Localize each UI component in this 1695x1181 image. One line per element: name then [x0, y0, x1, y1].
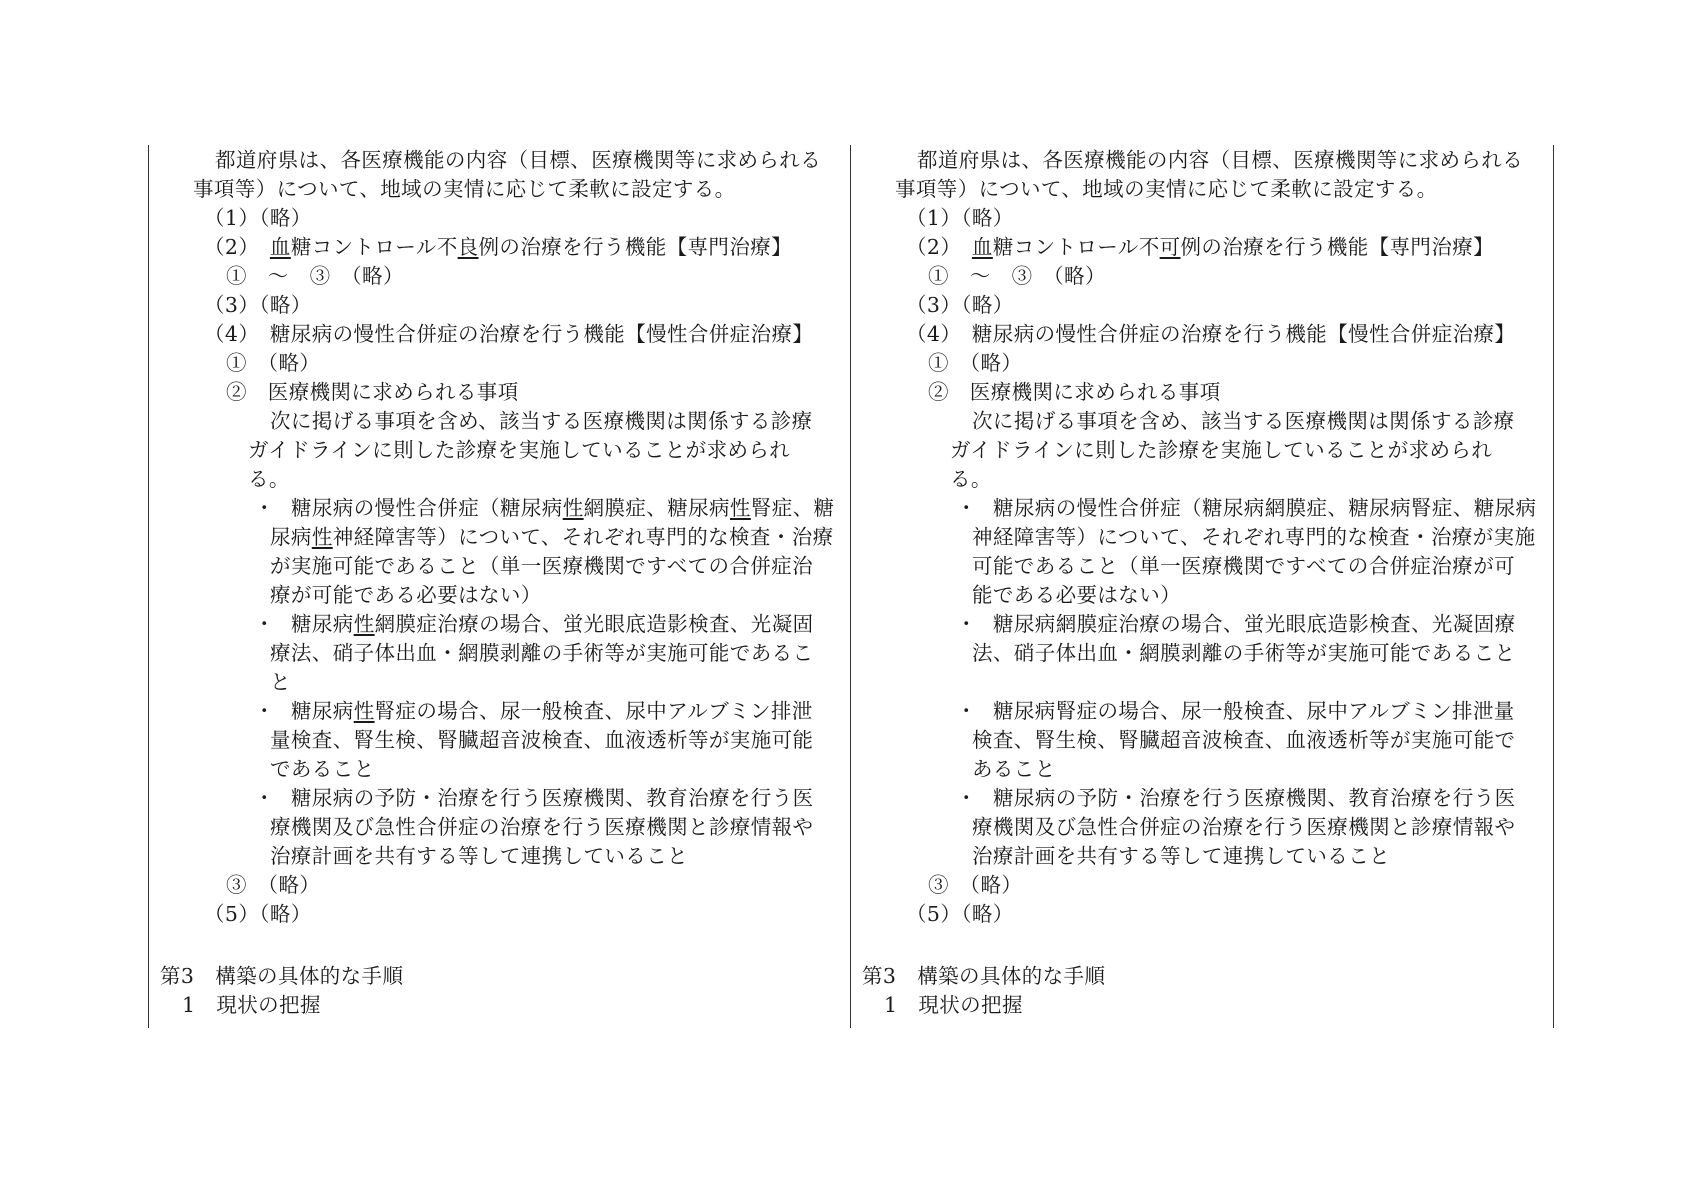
- bullet-4-line-2: 療機関及び急性合併症の治療を行う医療機関と診療情報や: [270, 815, 814, 839]
- bullet-4-line-2: 療機関及び急性合併症の治療を行う医療機関と診療情報や: [972, 815, 1516, 839]
- item-4-1: ① （略）: [928, 351, 1023, 375]
- bullet-4-line-3: 治療計画を共有する等して連携していること: [270, 844, 688, 868]
- item-3: （3）（略）: [906, 293, 1014, 317]
- bullet-1-line-2: 神経障害等）について、それぞれ専門的な検査・治療が実施: [972, 525, 1536, 549]
- bullet-4-marker: ・: [956, 786, 977, 810]
- para2-line-1: 次に掲げる事項を含め、該当する医療機関は関係する診療: [972, 409, 1515, 433]
- section-3-heading: 第3 構築の具体的な手順: [160, 964, 404, 988]
- bullet-3-line-2: 検査、腎生検、腎臓超音波検査、血液透析等が実施可能で: [972, 728, 1516, 752]
- para2-line-2: ガイドラインに則した診療を実施していることが求められ: [950, 438, 1493, 462]
- para2-line-1: 次に掲げる事項を含め、該当する医療機関は関係する診療: [270, 409, 813, 433]
- item-2-sub: ① ～ ③ （略）: [928, 264, 1106, 288]
- bullet-4-marker: ・: [254, 786, 275, 810]
- bullet-4-line-1: 糖尿病の予防・治療を行う医療機関、教育治療を行う医: [291, 786, 814, 810]
- item-1: （1）（略）: [906, 206, 1014, 230]
- item-4-1: ① （略）: [226, 351, 321, 375]
- intro-line-1: 都道府県は、各医療機能の内容（目標、医療機関等に求められる: [215, 148, 822, 172]
- intro-line-1: 都道府県は、各医療機能の内容（目標、医療機関等に求められる: [917, 148, 1524, 172]
- bullet-1-marker: ・: [956, 496, 977, 520]
- bullet-2-line-3: と: [270, 670, 291, 694]
- bullet-2-marker: ・: [956, 612, 977, 636]
- bullet-3-line-3: あること: [972, 757, 1056, 781]
- item-2-heading: （2） 血糖コントロール不可例の治療を行う機能【専門治療】: [906, 235, 1495, 259]
- item-4-heading: （4） 糖尿病の慢性合併症の治療を行う機能【慢性合併症治療】: [204, 322, 814, 346]
- bullet-2-line-1: 糖尿病性網膜症治療の場合、蛍光眼底造影検査、光凝固: [291, 612, 814, 636]
- section-3-heading: 第3 構築の具体的な手順: [862, 964, 1106, 988]
- center-divider-line: [850, 145, 851, 1028]
- item-4-3: ③ （略）: [226, 873, 321, 897]
- item-2-sub: ① ～ ③ （略）: [226, 264, 404, 288]
- bullet-3-marker: ・: [956, 699, 977, 723]
- para2-line-3: る。: [248, 467, 290, 491]
- item-5: （5）（略）: [906, 902, 1014, 926]
- bullet-1-marker: ・: [254, 496, 275, 520]
- bullet-2-marker: ・: [254, 612, 275, 636]
- bullet-2-line-2: 法、硝子体出血・網膜剥離の手術等が実施可能であること: [972, 641, 1516, 665]
- right-border-line: [1553, 145, 1554, 1028]
- bullet-2-line-2: 療法、硝子体出血・網膜剥離の手術等が実施可能であるこ: [270, 641, 814, 665]
- item-5: （5）（略）: [204, 902, 312, 926]
- bullet-1-line-4: 療が可能である必要はない）: [270, 583, 542, 607]
- bullet-3-line-2: 量検査、腎生検、腎臓超音波検査、血液透析等が実施可能: [270, 728, 814, 752]
- item-4-2: ② 医療機関に求められる事項: [928, 380, 1221, 404]
- intro-line-2: 事項等）について、地域の実情に応じて柔軟に設定する。: [895, 177, 1438, 201]
- item-2-heading: （2） 血糖コントロール不良例の治療を行う機能【専門治療】: [204, 235, 793, 259]
- bullet-3-line-1: 糖尿病性腎症の場合、尿一般検査、尿中アルブミン排泄: [291, 699, 813, 723]
- bullet-1-line-2: 尿病性神経障害等）について、それぞれ専門的な検査・治療: [270, 525, 834, 549]
- bullet-1-line-3: 可能であること（単一医療機関ですべての合併症治療が可: [972, 554, 1515, 578]
- item-4-3: ③ （略）: [928, 873, 1023, 897]
- bullet-1-line-1: 糖尿病の慢性合併症（糖尿病網膜症、糖尿病腎症、糖尿病: [993, 496, 1537, 520]
- para2-line-2: ガイドラインに則した診療を実施していることが求められ: [248, 438, 791, 462]
- item-1: （1）（略）: [204, 206, 312, 230]
- bullet-1-line-1: 糖尿病の慢性合併症（糖尿病性網膜症、糖尿病性腎症、糖: [291, 496, 835, 520]
- bullet-4-line-1: 糖尿病の予防・治療を行う医療機関、教育治療を行う医: [993, 786, 1516, 810]
- section-3-1: 1 現状の把握: [884, 993, 1023, 1017]
- bullet-3-line-3: であること: [270, 757, 375, 781]
- para2-line-3: る。: [950, 467, 992, 491]
- left-border-line: [148, 145, 149, 1028]
- bullet-3-line-1: 糖尿病腎症の場合、尿一般検査、尿中アルブミン排泄量: [993, 699, 1515, 723]
- bullet-2-line-1: 糖尿病網膜症治療の場合、蛍光眼底造影検査、光凝固療: [993, 612, 1516, 636]
- section-3-1: 1 現状の把握: [182, 993, 321, 1017]
- intro-line-2: 事項等）について、地域の実情に応じて柔軟に設定する。: [193, 177, 736, 201]
- item-4-heading: （4） 糖尿病の慢性合併症の治療を行う機能【慢性合併症治療】: [906, 322, 1516, 346]
- item-3: （3）（略）: [204, 293, 312, 317]
- bullet-3-marker: ・: [254, 699, 275, 723]
- bullet-4-line-3: 治療計画を共有する等して連携していること: [972, 844, 1390, 868]
- bullet-1-line-3: が実施可能であること（単一医療機関ですべての合併症治: [270, 554, 813, 578]
- item-4-2: ② 医療機関に求められる事項: [226, 380, 519, 404]
- bullet-1-line-4: 能である必要はない）: [972, 583, 1181, 607]
